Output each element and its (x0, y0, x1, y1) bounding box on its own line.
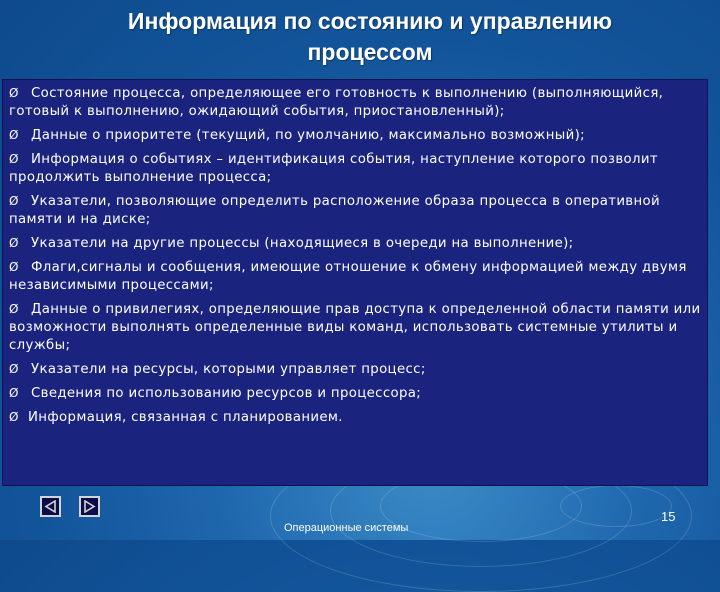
list-item (9, 192, 703, 229)
list-item-text: Информация о событиях – идентификация события, наступление которого позволит продолжить выполнение процесса; (9, 152, 658, 185)
list-item-text: Данные о приоритете (текущий, по умолчанию, максимально возможный); (31, 128, 585, 143)
list-item (9, 150, 703, 187)
slide-title-line1: Информация по состоянию и управлению (127, 8, 613, 34)
list-item-text: Сведения по использованию ресурсов и процессора; (31, 386, 422, 401)
list-item-text: Указатели на ресурсы, которыми управляет процесс; (31, 362, 426, 377)
next-slide-button[interactable] (79, 496, 100, 517)
list-item (9, 360, 703, 379)
list-item-text: Информация, связанная с планированием. (28, 410, 343, 425)
background-ripple (560, 485, 672, 527)
slide-title (60, 6, 680, 68)
list-item (9, 300, 703, 355)
bullet-arrow-icon: Ø (9, 362, 19, 376)
content-panel (2, 79, 708, 486)
arrow-left-icon (44, 500, 57, 513)
prev-slide-button[interactable] (40, 496, 61, 517)
slide-title-line2: процессом (307, 39, 433, 65)
bullet-arrow-icon: Ø (9, 236, 19, 250)
page-number: 15 (661, 509, 676, 524)
bullet-arrow-icon: Ø (9, 302, 19, 316)
bullet-arrow-icon: Ø (9, 260, 19, 274)
list-item-text: Данные о привилегиях, определяющие прав доступа к определенной области памяти или возможности выполнять определенные виды команд, использовать системные утилиты и службы; (9, 302, 701, 353)
list-item-text: Флаги,сигналы и сообщения, имеющие отношение к обмену информацией между двумя независимыми процессами; (9, 260, 687, 293)
bullet-arrow-icon: Ø (9, 410, 19, 424)
list-item-text: Указатели на другие процессы (находящиеся в очереди на выполнение); (31, 236, 574, 251)
list-item (9, 384, 703, 403)
footer-label: Операционные системы (284, 522, 409, 534)
list-item-text: Указатели, позволяющие определить расположение образа процесса в оперативной памяти и на диске; (9, 194, 661, 227)
bullet-arrow-icon: Ø (9, 386, 19, 400)
list-item (9, 234, 703, 253)
list-item (9, 408, 703, 427)
list-item-text: Состояние процесса, определяющее его готовность к выполнению (выполняющийся, готовый к выполнению, ожидающий события, приостановленный); (9, 86, 664, 119)
list-item (9, 126, 703, 145)
list-item (9, 258, 703, 295)
bullet-arrow-icon: Ø (9, 128, 19, 142)
list-item (9, 84, 703, 121)
bullet-arrow-icon: Ø (9, 86, 19, 100)
bullet-arrow-icon: Ø (9, 152, 19, 166)
arrow-right-icon (83, 500, 96, 513)
bullet-arrow-icon: Ø (9, 194, 19, 208)
